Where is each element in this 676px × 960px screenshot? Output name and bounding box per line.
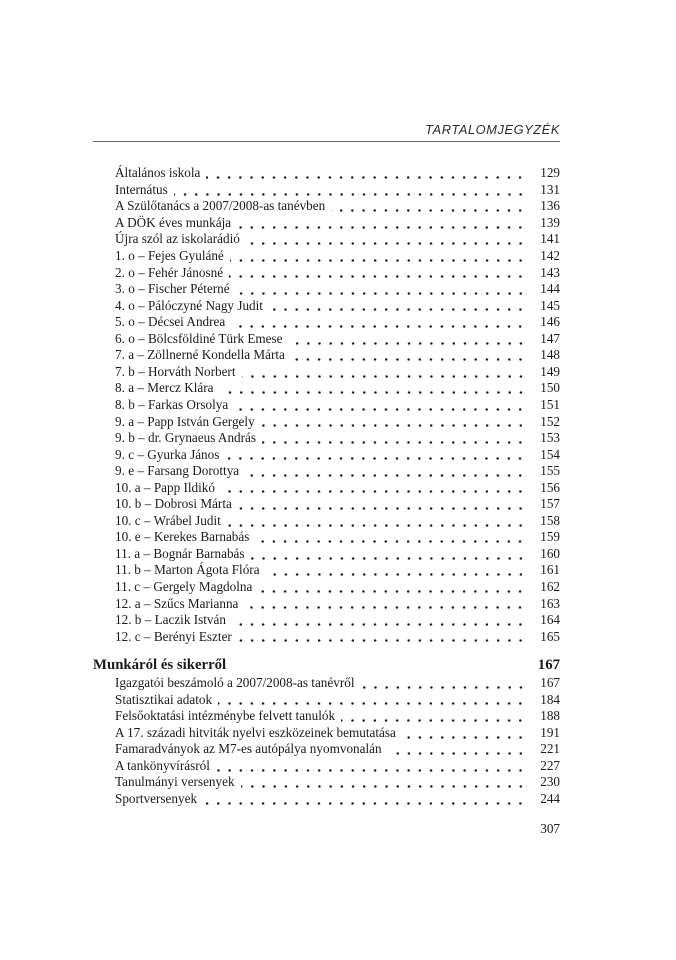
toc-entry — [93, 414, 560, 431]
dot-leader — [266, 562, 529, 579]
toc-entry-page: 144 — [540, 281, 560, 297]
toc-entry-label: Famaradványok az M7-es autópálya nyomvonalán — [115, 741, 382, 757]
toc-entry — [93, 347, 560, 364]
toc-entry — [93, 741, 560, 758]
toc-entry — [93, 546, 560, 563]
dot-leader — [402, 725, 529, 742]
toc-entry — [93, 513, 560, 530]
toc-entry-label: 12. c – Berényi Eszter — [115, 628, 232, 644]
toc-entry-page: 165 — [540, 628, 560, 644]
toc-entry-page: 161 — [540, 562, 560, 578]
toc-entry — [93, 165, 560, 182]
toc-entry-page: 141 — [540, 231, 560, 247]
toc-entry-label: 9. a – Papp István Gergely — [115, 413, 255, 429]
toc-entry-page: 149 — [540, 363, 560, 379]
toc-entry-label: Statisztikai adatok — [115, 691, 213, 707]
dot-leader — [291, 347, 529, 364]
toc-entry-label: 10. e – Kerekes Barnabás — [115, 529, 250, 545]
toc-entry-page: 152 — [540, 413, 560, 429]
toc-entry — [93, 314, 560, 331]
toc-entry-page: 184 — [540, 691, 560, 707]
toc-entry-label: 10. b – Dobrosi Márta — [115, 496, 232, 512]
toc-entry — [93, 198, 560, 215]
dot-leader — [331, 198, 529, 215]
toc-section — [93, 656, 560, 807]
toc-entry-label: 5. o – Décsei Andrea — [115, 314, 226, 330]
dot-leader — [221, 480, 529, 497]
dot-leader — [238, 496, 529, 513]
dot-leader — [341, 708, 529, 725]
dot-leader — [262, 430, 529, 447]
toc-entry-page: 159 — [540, 529, 560, 545]
dot-leader — [241, 774, 529, 791]
toc-entry — [93, 463, 560, 480]
toc-entry-label: 9. c – Gyurka János — [115, 446, 220, 462]
dot-leader — [261, 414, 529, 431]
toc-entry-page: 136 — [540, 198, 560, 214]
page-number-footer: 307 — [540, 820, 560, 836]
toc-entry-page: 244 — [540, 790, 560, 806]
toc-entry-page: 221 — [540, 741, 560, 757]
dot-leader — [246, 231, 529, 248]
toc-entry-page: 142 — [540, 248, 560, 264]
dot-leader — [237, 215, 529, 232]
toc-entry-label: Tanulmányi versenyek — [115, 774, 235, 790]
dot-leader — [251, 546, 529, 563]
toc-entry — [93, 397, 560, 414]
toc-entry-page: 164 — [540, 612, 560, 628]
toc-entry — [93, 248, 560, 265]
dot-leader — [230, 248, 529, 265]
toc-entry-label: 10. c – Wrábel Judit — [115, 512, 221, 528]
dot-leader — [242, 364, 530, 381]
toc-entry — [93, 791, 560, 808]
header-rule — [93, 141, 560, 142]
dot-leader — [229, 265, 529, 282]
toc-entry-page: 146 — [540, 314, 560, 330]
dot-leader — [255, 529, 529, 546]
toc-entry-label: Újra szól az iskolarádió — [115, 231, 240, 247]
toc-entry-label: Általános iskola — [115, 165, 201, 181]
toc-entry-label: Internátus — [115, 181, 168, 197]
dot-leader — [216, 758, 529, 775]
toc-entry-page: 157 — [540, 496, 560, 512]
toc-entry-label: 12. a – Szűcs Marianna — [115, 595, 239, 611]
toc-entry-label: 2. o – Fehér Jánosné — [115, 264, 224, 280]
toc-entry-label: Felsőoktatási intézménybe felvett tanulók — [115, 708, 336, 724]
toc-entry-page: 129 — [540, 165, 560, 181]
toc-entry — [93, 182, 560, 199]
toc-entry-page: 139 — [540, 214, 560, 230]
toc-entry-page: 154 — [540, 446, 560, 462]
dot-leader — [289, 331, 529, 348]
toc-entry — [93, 692, 560, 709]
dot-leader — [238, 629, 529, 646]
toc-entry-page: 160 — [540, 545, 560, 561]
toc-entry-label: A Szülőtanács a 2007/2008-as tanévben — [115, 198, 326, 214]
toc-entry-page: 162 — [540, 578, 560, 594]
toc-entry-page: 167 — [540, 675, 560, 691]
toc-entry-page: 143 — [540, 264, 560, 280]
dot-leader — [245, 463, 529, 480]
toc-heading-page: 167 — [537, 657, 560, 674]
toc — [93, 165, 560, 807]
toc-entry — [93, 430, 560, 447]
dot-leader — [361, 675, 530, 692]
toc-entry-label: A tankönyvírásról — [115, 757, 210, 773]
dot-leader — [220, 380, 530, 397]
dot-leader — [225, 447, 529, 464]
toc-entry — [93, 708, 560, 725]
toc-entry-page: 188 — [540, 708, 560, 724]
toc-entry-label: 10. a – Papp Ildikó — [115, 479, 215, 495]
toc-entry-label: A 17. századi hitviták nyelvi eszközeinek bemutatása — [115, 724, 396, 740]
toc-entry-label: 6. o – Bölcsföldiné Türk Emese — [115, 330, 283, 346]
toc-entry — [93, 612, 560, 629]
toc-entry-label: 9. e – Farsang Dorottya — [115, 463, 240, 479]
toc-entry-page: 163 — [540, 595, 560, 611]
toc-entry-label: 7. b – Horváth Norbert — [115, 363, 236, 379]
dot-leader — [258, 579, 529, 596]
toc-section — [93, 165, 560, 645]
toc-entry — [93, 231, 560, 248]
toc-entry-label: 8. b – Farkas Orsolya — [115, 396, 229, 412]
dot-leader — [244, 596, 529, 613]
toc-entry-page: 227 — [540, 757, 560, 773]
toc-section-heading — [93, 656, 560, 675]
toc-entry — [93, 675, 560, 692]
toc-entry — [93, 364, 560, 381]
toc-entry-label: 11. a – Bognár Barnabás — [115, 545, 245, 561]
toc-entry — [93, 215, 560, 232]
toc-entry-page: 150 — [540, 380, 560, 396]
dot-leader — [174, 182, 529, 199]
dot-leader — [227, 513, 529, 530]
toc-entry-label: Sportversenyek — [115, 790, 198, 806]
toc-entry-page: 230 — [540, 774, 560, 790]
toc-entry-label: 12. b – Laczik István — [115, 612, 226, 628]
dot-leader — [203, 791, 529, 808]
toc-entry — [93, 562, 560, 579]
toc-entry-label: 1. o – Fejes Gyuláné — [115, 248, 224, 264]
toc-entry — [93, 529, 560, 546]
toc-entry-label: 11. c – Gergely Magdolna — [115, 578, 253, 594]
toc-entry-page: 155 — [540, 463, 560, 479]
toc-entry-page: 158 — [540, 512, 560, 528]
toc-heading-label: Munkáról és sikerről — [93, 657, 227, 674]
dot-leader — [231, 314, 529, 331]
toc-entry-page: 148 — [540, 347, 560, 363]
toc-entry-page: 131 — [540, 181, 560, 197]
dot-leader — [232, 612, 529, 629]
toc-entry-page: 191 — [540, 724, 560, 740]
toc-entry-label: Igazgatói beszámoló a 2007/2008-as tanévről — [115, 675, 355, 691]
toc-entry-label: 8. a – Mercz Klára — [115, 380, 214, 396]
toc-entry-label: 4. o – Pálóczyné Nagy Judit — [115, 297, 263, 313]
toc-entry-page: 153 — [540, 430, 560, 446]
dot-leader — [206, 165, 529, 182]
toc-entry — [93, 758, 560, 775]
toc-entry-page: 145 — [540, 297, 560, 313]
toc-entry — [93, 579, 560, 596]
dot-leader — [388, 741, 529, 758]
toc-entry-label: 7. a – Zöllnerné Kondella Márta — [115, 347, 285, 363]
toc-entry-label: 3. o – Fischer Péterné — [115, 281, 230, 297]
toc-entry — [93, 380, 560, 397]
toc-entry — [93, 298, 560, 315]
toc-entry-page: 147 — [540, 330, 560, 346]
toc-entry — [93, 480, 560, 497]
toc-entry-label: 9. b – dr. Grynaeus András — [115, 430, 257, 446]
running-header-title: TARTALOMJEGYZÉK — [425, 122, 560, 137]
toc-entry — [93, 596, 560, 613]
toc-entry-page: 151 — [540, 396, 560, 412]
toc-entry-label: A DÖK éves munkája — [115, 214, 232, 230]
toc-entry — [93, 265, 560, 282]
dot-leader — [236, 281, 529, 298]
page-content — [93, 122, 560, 837]
toc-entry — [93, 331, 560, 348]
toc-entry — [93, 496, 560, 513]
toc-entry — [93, 447, 560, 464]
toc-entry-page: 156 — [540, 479, 560, 495]
toc-entry — [93, 774, 560, 791]
toc-entry — [93, 725, 560, 742]
toc-entry-label: 11. b – Marton Ágota Flóra — [115, 562, 260, 578]
dot-leader — [234, 397, 529, 414]
dot-leader — [269, 298, 529, 315]
dot-leader — [218, 692, 529, 709]
toc-entry — [93, 281, 560, 298]
toc-entry — [93, 629, 560, 646]
